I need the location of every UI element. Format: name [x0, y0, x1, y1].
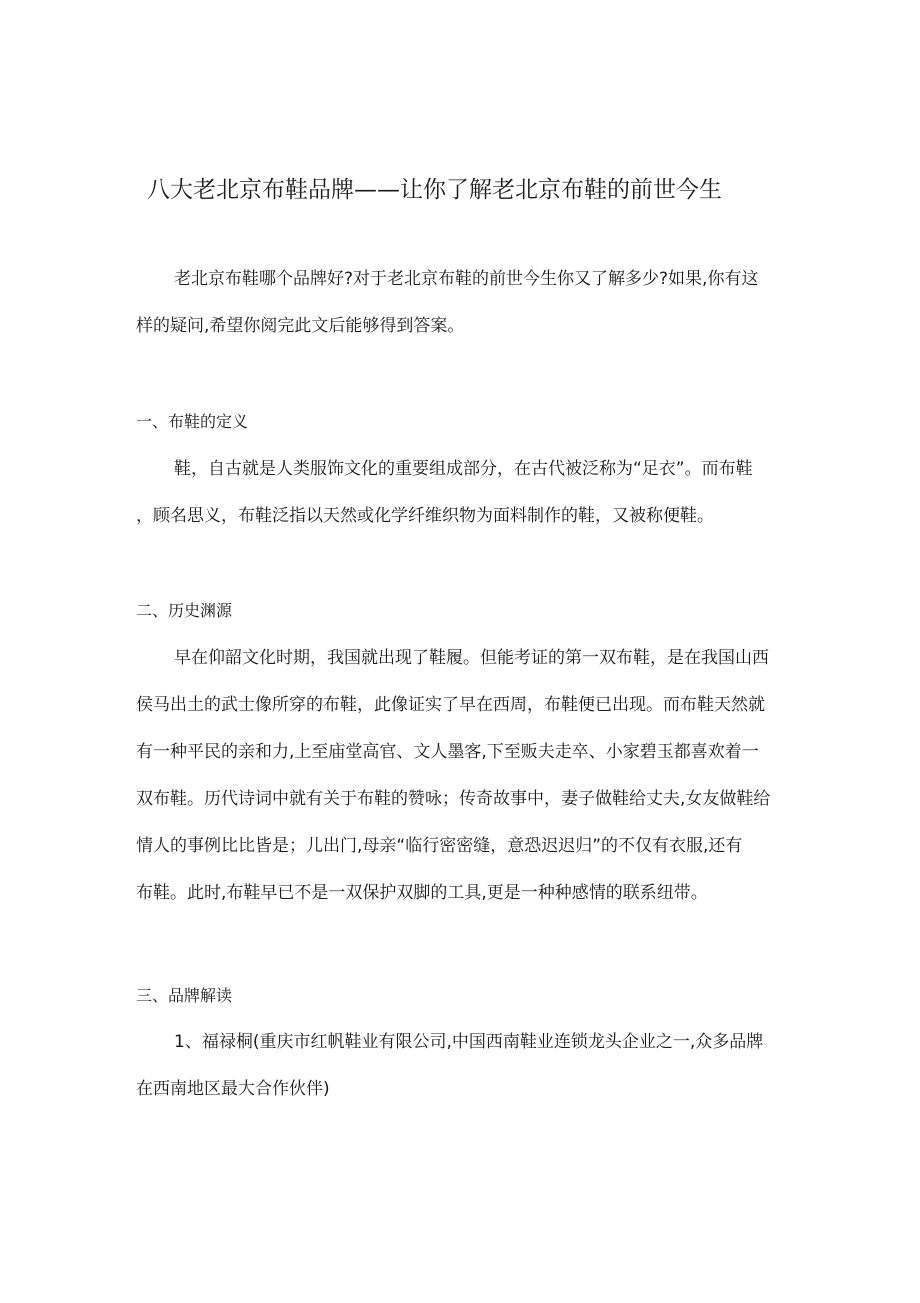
history-line: 情人的事例比比皆是；儿出门,母亲“临行密密缝，意恐迟迟归”的不仅有衣服,还有	[136, 836, 743, 856]
brands-line: 在西南地区最大合作伙伴)	[136, 1079, 330, 1099]
history-line: 侯马出土的武士像所穿的布鞋，此像证实了早在西周，布鞋便已出现。而布鞋天然就	[136, 695, 765, 715]
brands-line: 1、福禄桐(重庆市红帆鞋业有限公司,中国西南鞋业连锁龙头企业之一,众多品牌	[174, 1032, 764, 1052]
history-line: 布鞋。此时,布鞋早已不是一双保护双脚的工具,更是一种种感情的联系纽带。	[136, 883, 708, 903]
history-line: 早在仰韶文化时期，我国就出现了鞋履。但能考证的第一双布鞋，是在我国山西	[174, 648, 769, 668]
section-heading-brands: 三、品牌解读	[136, 986, 233, 1005]
section-heading-history: 二、历史渊源	[136, 601, 233, 620]
definition-paragraph	[136, 446, 786, 540]
intro-line: 老北京布鞋哪个品牌好?对于老北京布鞋的前世今生你又了解多少?如果,你有这	[174, 269, 759, 289]
intro-paragraph	[136, 256, 786, 350]
definition-line: 鞋，自古就是人类服饰文化的重要组成部分，在古代被泛称为“足衣”。而布鞋	[174, 459, 753, 479]
history-line: 有一种平民的亲和力,上至庙堂高官、文人墨客,下至贩夫走卒、小家碧玉都喜欢着一	[136, 742, 759, 762]
brands-paragraph	[136, 1019, 786, 1113]
section-heading-definition: 一、布鞋的定义	[136, 412, 249, 431]
document-title: 八大老北京布鞋品牌——让你了解老北京布鞋的前世今生	[147, 177, 722, 203]
history-line: 双布鞋。历代诗词中就有关于布鞋的赞咏；传奇故事中，妻子做鞋给丈夫,女友做鞋给	[136, 789, 771, 809]
history-paragraph	[136, 635, 786, 917]
intro-line: 样的疑问,希望你阅完此文后能够得到答案。	[136, 316, 465, 336]
definition-line: ，顾名思义，布鞋泛指以天然或化学纤维织物为面料制作的鞋，又被称便鞋。	[136, 506, 714, 526]
